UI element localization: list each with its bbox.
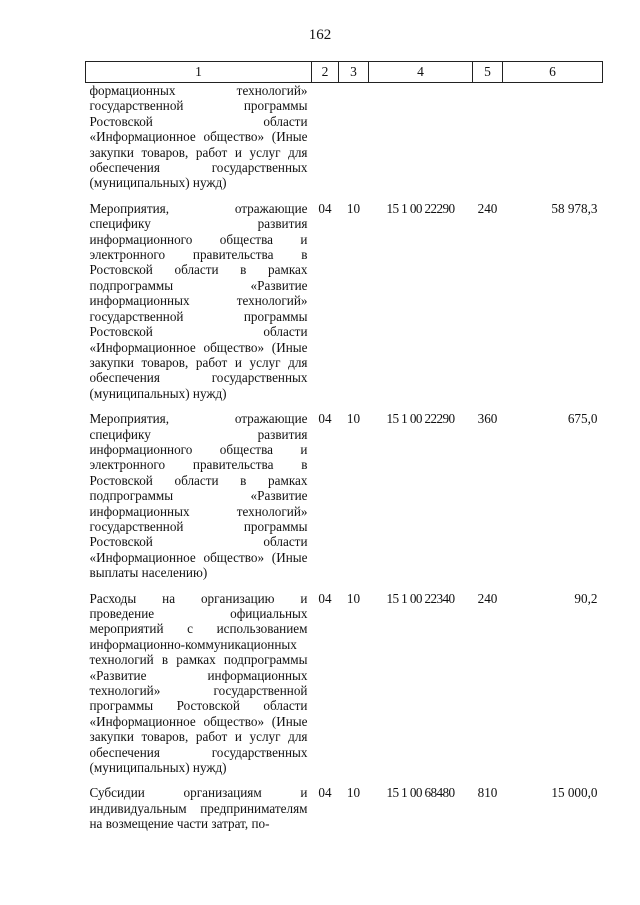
row-target-article: 15 1 00 68480 (386, 785, 455, 801)
header-row (86, 62, 603, 83)
row-target-article: 15 1 00 22290 (386, 200, 455, 216)
row-target-article (369, 83, 473, 199)
row-subsection: 10 (346, 590, 361, 606)
row-section: 04 (318, 411, 332, 427)
row-section: 04 (318, 590, 332, 606)
table-header (86, 62, 603, 83)
table-row (86, 409, 603, 588)
row-section (312, 83, 339, 199)
row-amount (503, 83, 603, 199)
row-section: 04 (318, 785, 332, 801)
row-subsection: 10 (346, 200, 361, 216)
row-subsection: 10 (346, 785, 361, 801)
row-description: Субсидии организациям и индивидуальным предпринимателям на возмещение части затрат, по- (89, 785, 308, 832)
header-col-3: 3 (339, 62, 369, 83)
table-row (86, 589, 603, 784)
row-amount: 675,0 (567, 411, 598, 427)
row-expense-type: 810 (477, 785, 498, 801)
header-col-4: 4 (369, 62, 473, 83)
row-subsection (339, 83, 369, 199)
table-row (86, 783, 603, 839)
header-col-6: 6 (503, 62, 603, 83)
row-description: Мероприятия, отражающие специфику развития информационного общества и электронного правительства в Ростовской области в рамках подпрограммы «Развитие информационных технологий» государственной программы Ростовской области «Информационное общество» (Иные выплаты населению) (89, 411, 308, 581)
row-section: 04 (318, 200, 332, 216)
budget-table (85, 61, 603, 840)
row-expense-type: 240 (477, 590, 498, 606)
page-number: 162 (308, 27, 332, 43)
row-expense-type (473, 83, 503, 199)
table-row (86, 199, 603, 409)
row-target-article: 15 1 00 22340 (386, 590, 455, 606)
row-expense-type: 240 (477, 200, 498, 216)
row-amount: 58 978,3 (551, 200, 598, 216)
header-col-1: 1 (86, 62, 312, 83)
row-amount: 90,2 (574, 590, 598, 606)
table-row (86, 83, 603, 199)
table-body (86, 83, 603, 840)
row-description: Расходы на организацию и проведение официальных мероприятий с использованием информационно-коммуникационных технологий в рамках подпрограммы «Развитие информационных технологий» государственной программы Ростовской области «Информационное общество» (Иные закупки товаров, работ и услуг для обеспечения государственных (муниципальных) нужд) (89, 590, 308, 776)
row-description: Мероприятия, отражающие специфику развития информационного общества и электронного правительства в Ростовской области в рамках подпрограммы «Развитие информационных технологий» государственной программы Ростовской области «Информационное общество» (Иные закупки товаров, работ и услуг для обеспечения государственных (муниципальных) нужд) (89, 200, 308, 401)
header-col-5: 5 (473, 62, 503, 83)
header-col-2: 2 (312, 62, 339, 83)
row-target-article: 15 1 00 22290 (386, 411, 455, 427)
row-description: формационных технологий» государственной программы Ростовской области «Информационное общество» (Иные закупки товаров, работ и услуг для обеспечения государственных (муниципальных) нужд) (89, 83, 308, 191)
row-subsection: 10 (346, 411, 361, 427)
row-expense-type: 360 (477, 411, 498, 427)
row-amount: 15 000,0 (551, 785, 598, 801)
